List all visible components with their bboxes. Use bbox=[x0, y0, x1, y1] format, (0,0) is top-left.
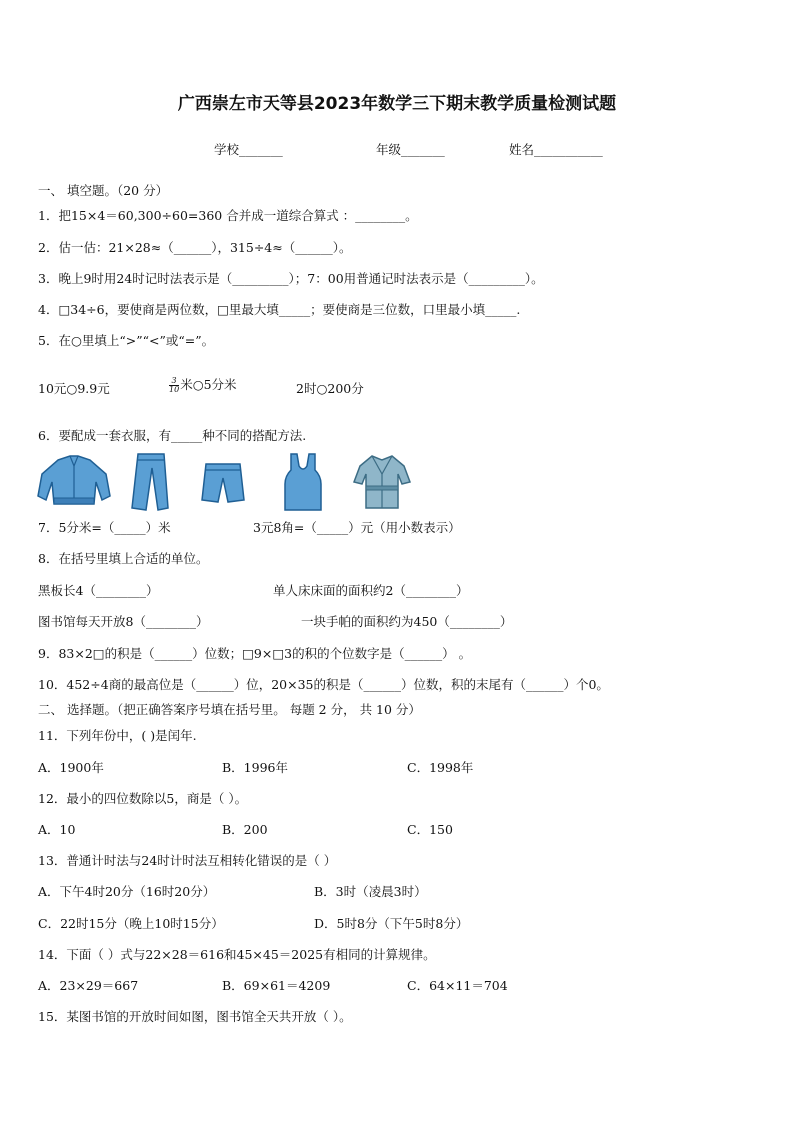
question-14: 14．下面（ ）式与22×28＝616和45×45＝2025有相同的计算规律。 bbox=[38, 947, 436, 962]
trousers-icon bbox=[124, 452, 174, 512]
question-10: 10．452÷4商的最高位是（______）位，20×35的积是（______）位数，积的末尾有（______）个0。 bbox=[38, 677, 609, 692]
q8-item-b: 单人床床面的面积约2（________） bbox=[273, 583, 469, 598]
q14-option-a[interactable]: A．23×29＝667 bbox=[38, 978, 139, 993]
school-field[interactable]: 学校_______ bbox=[214, 142, 283, 157]
jacket-icon bbox=[36, 452, 112, 512]
fraction bbox=[169, 377, 179, 394]
question-1: 1．把15×4＝60,300÷60=360 合并成一道综合算式 ：________。 bbox=[38, 208, 418, 223]
q11-option-a[interactable]: A．1900年 bbox=[38, 760, 104, 775]
question-7b: 3元8角=（_____）元（用小数表示） bbox=[253, 520, 461, 535]
question-2: 2．估一估：21×28≈（______），315÷4≈（______）。 bbox=[38, 240, 352, 255]
q11-option-c[interactable]: C．1998年 bbox=[407, 760, 474, 775]
q12-option-a[interactable]: A．10 bbox=[38, 822, 76, 837]
question-5: 5．在○里填上“>”“<”或“=”。 bbox=[38, 333, 215, 348]
question-15: 15．某图书馆的开放时间如图，图书馆全天共开放（ ）。 bbox=[38, 1009, 352, 1024]
vest-icon bbox=[283, 452, 323, 512]
q5-item-b bbox=[168, 377, 237, 394]
q5-item-b-rest: 米○5分米 bbox=[180, 377, 237, 392]
question-9: 9．83×2□的积是（______）位数；□9×□3的积的个位数字是（______） 。 bbox=[38, 646, 472, 661]
q11-option-b[interactable]: B．1996年 bbox=[222, 760, 288, 775]
section2-heading: 二、 选择题。（把正确答案序号填在括号里。 每题 2 分， 共 10 分） bbox=[38, 702, 421, 717]
page-title: 广西崇左市天等县2023年数学三下期末教学质量检测试题 bbox=[177, 94, 617, 114]
q12-option-b[interactable]: B．200 bbox=[222, 822, 268, 837]
name-field[interactable]: 姓名___________ bbox=[509, 142, 603, 157]
q13-option-b[interactable]: B．3时（凌晨3时） bbox=[314, 884, 427, 899]
q14-option-b[interactable]: B．69×61＝4209 bbox=[222, 978, 331, 993]
shorts-icon bbox=[200, 452, 246, 512]
fraction-denominator: 10 bbox=[169, 385, 180, 394]
q8-item-d: 一块手帕的面积约为450（________） bbox=[301, 614, 513, 629]
q8-item-c: 图书馆每天开放8（________） bbox=[38, 614, 209, 629]
grade-field[interactable]: 年级_______ bbox=[376, 142, 445, 157]
q14-option-c[interactable]: C．64×11＝704 bbox=[407, 978, 508, 993]
q12-option-c[interactable]: C．150 bbox=[407, 822, 453, 837]
question-3: 3．晚上9时用24时记时法表示是（_________）；7：00用普通记时法表示是（_________）。 bbox=[38, 271, 544, 286]
question-12: 12．最小的四位数除以5，商是（ ）。 bbox=[38, 791, 248, 806]
coat-icon bbox=[352, 452, 412, 512]
q13-option-c[interactable]: C．22时15分（晚上10时15分） bbox=[38, 916, 224, 931]
q5-item-c: 2时○200分 bbox=[296, 381, 364, 396]
question-4: 4．□34÷6，要使商是两位数，□里最大填_____；要使商是三位数，口里最小填_____. bbox=[38, 302, 521, 317]
q13-option-d[interactable]: D．5时8分（下午5时8分） bbox=[314, 916, 469, 931]
question-7a: 7．5分米=（_____）米 bbox=[38, 520, 171, 535]
q8-item-a: 黑板长4（________） bbox=[38, 583, 159, 598]
question-8: 8．在括号里填上合适的单位。 bbox=[38, 551, 209, 566]
section1-heading: 一、 填空题。（20 分） bbox=[38, 183, 169, 198]
question-6: 6．要配成一套衣服，有_____种不同的搭配方法. bbox=[38, 428, 307, 443]
q5-item-a: 10元○9.9元 bbox=[38, 381, 110, 396]
fraction-numerator: 3 bbox=[171, 376, 177, 385]
question-13: 13．普通计时法与24时计时法互相转化错误的是（ ） bbox=[38, 853, 337, 868]
question-11: 11．下列年份中，( )是闰年. bbox=[38, 728, 197, 743]
q13-option-a[interactable]: A．下午4时20分（16时20分） bbox=[38, 884, 216, 899]
